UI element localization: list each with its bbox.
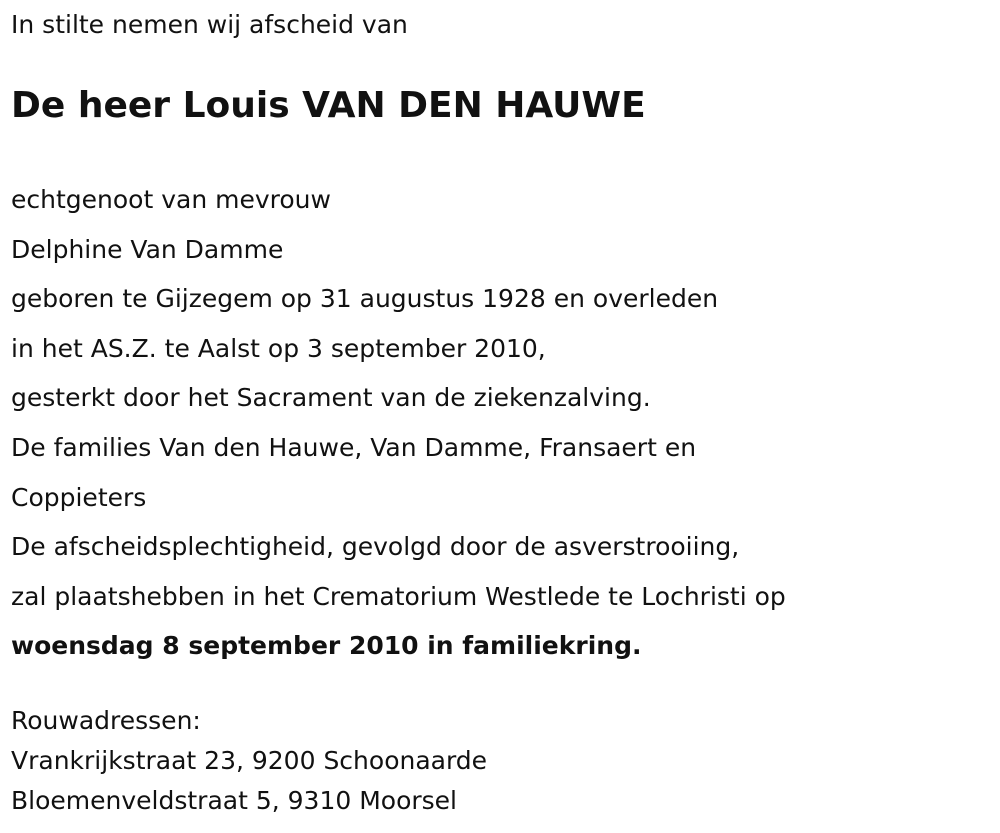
address-line: Bloemenveldstraat 5, 9310 Moorsel bbox=[11, 786, 457, 815]
address-line: Vrankrijkstraat 23, 9200 Schoonaarde bbox=[11, 746, 488, 775]
deceased-name: De heer Louis VAN DEN HAUWE bbox=[11, 85, 646, 126]
location-line: zal plaatshebben in het Crematorium Westlede te Lochristi op bbox=[11, 581, 786, 611]
notice-body bbox=[11, 175, 786, 671]
ceremony-date-line: woensdag 8 september 2010 in familiekring. bbox=[11, 631, 642, 661]
spouse-intro-line: echtgenoot van mevrouw bbox=[11, 185, 331, 214]
birth-line: geboren te Gijzegem op 31 augustus 1928 en overleden bbox=[11, 284, 719, 314]
spouse-name-line: Delphine Van Damme bbox=[11, 234, 284, 264]
ceremony-line: De afscheidsplechtigheid, gevolgd door de asverstrooiing, bbox=[11, 532, 740, 562]
families-line-continued: Coppieters bbox=[11, 482, 147, 512]
condolence-addresses bbox=[11, 701, 487, 821]
death-line: in het AS.Z. te Aalst op 3 september 2010, bbox=[11, 333, 546, 363]
sacrament-line: gesterkt door het Sacrament van de ziekenzalving. bbox=[11, 383, 651, 413]
families-line: De families Van den Hauwe, Van Damme, Fransaert en bbox=[11, 432, 697, 462]
intro-text: In stilte nemen wij afscheid van bbox=[11, 10, 408, 39]
addresses-heading: Rouwadressen: bbox=[11, 706, 201, 735]
